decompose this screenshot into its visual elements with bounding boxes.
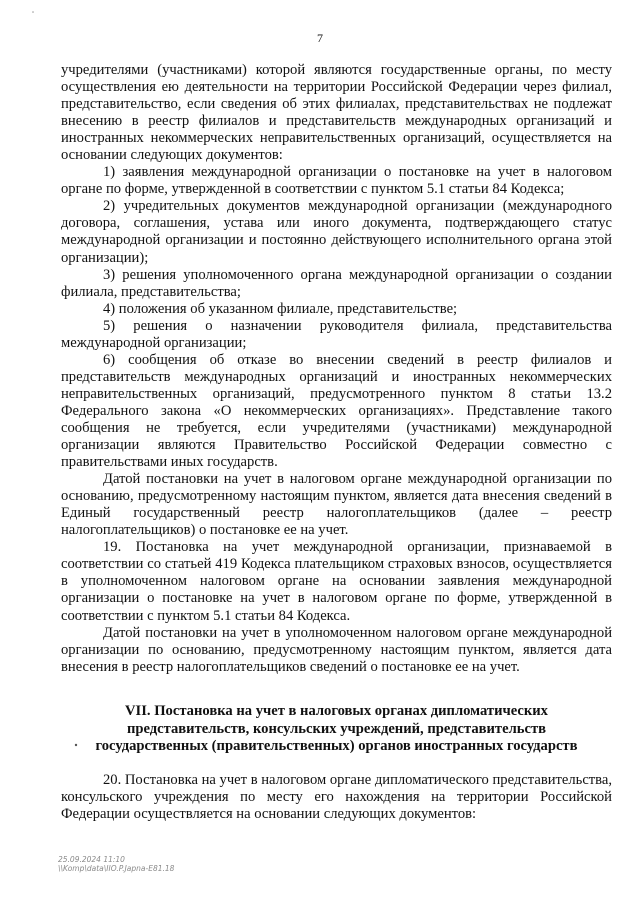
- section-heading-line-3: государственных (правительственных) органов иностранных государств: [95, 738, 578, 754]
- registration-date-paragraph: Датой постановки на учет в налоговом органе международной организации по основанию, предусмотренному настоящим пунктом, является дата внесения сведений в Единый государственный реестр налогоплательщиков (далее – реестр налогоплательщиков) о постановке ее на учет.: [61, 471, 612, 539]
- continuation-paragraph: учредителями (участниками) которой являются государственные органы, по месту осуществления ею деятельности на территории Российской Федерации через филиал, представительство, если сведения об этих филиалах, представительствах не подлежат внесению в реестр филиалов и представительств международных организаций и иностранных некоммерческих неправительственных организаций, осуществляется на основании следующих документов:: [61, 62, 612, 164]
- list-item-4: 4) положения об указанном филиале, представительстве;: [103, 300, 458, 317]
- scan-speck: [75, 744, 77, 746]
- list-item-3: 3) решения уполномоченного органа международной организации о создании филиала, представительства;: [61, 266, 612, 300]
- section-heading-line-2: представительств, консульских учреждений, представительств: [126, 720, 547, 737]
- print-stamp-date: 25.09.2024 11:10: [58, 855, 125, 864]
- list-item-6: 6) сообщения об отказе во внесении сведений в реестр филиалов и представительств международных организаций и иностранных некоммерческих неправительственных организаций, предусмотренного пунктом 8 статьи 13.2 Федерального закона «О некоммерческих организациях». Представление такого сообщения не требуется, если учредителями (участниками) международной организации являются Правительство Российской Федерации совместно с правительствами иных государств.: [61, 351, 612, 471]
- list-item-1: 1) заявления международной организации о постановке на учет в налоговом органе по форме, утвержденной в соответствии с пунктом 5.1 статьи 84 Кодекса;: [61, 164, 612, 198]
- page-number: 7: [317, 31, 323, 45]
- paragraph-20: 20. Постановка на учет в налоговом органе дипломатического представительства, консульского учреждения по месту его нахождения на территории Российской Федерации осуществляется на основании следующих документов:: [61, 772, 612, 823]
- paragraph-19: 19. Постановка на учет международной организации, признаваемой в соответствии со статьей 419 Кодекса плательщиком страховых взносов, осуществляется в уполномоченном налоговом органе на основании заявления международной организации о постановке на учет в налоговом органе по форме, утвержденной в соответствии с пунктом 5.1 статьи 84 Кодекса.: [61, 539, 612, 624]
- list-item-5: 5) решения о назначении руководителя филиала, представительства международной организации;: [61, 317, 612, 351]
- section-heading-line-1: VII. Постановка на учет в налоговых органах дипломатических: [125, 703, 548, 719]
- registration-date-paragraph-19: Датой постановки на учет в уполномоченном налоговом органе международной организации по основанию, предусмотренному настоящим пунктом, является дата внесения в реестр налогоплательщиков сведений о постановке ее на учет.: [61, 624, 612, 675]
- scan-speck: [32, 11, 34, 13]
- print-stamp-path: \\Komp\data\IIO.P.Japna-E81.18: [58, 864, 175, 873]
- list-item-2: 2) учредительных документов международной организации (международного договора, соглашения, устава или иного документа, подтверждающего статус международной организации и постоянно действующего исполнительного органа этой организации);: [61, 198, 612, 266]
